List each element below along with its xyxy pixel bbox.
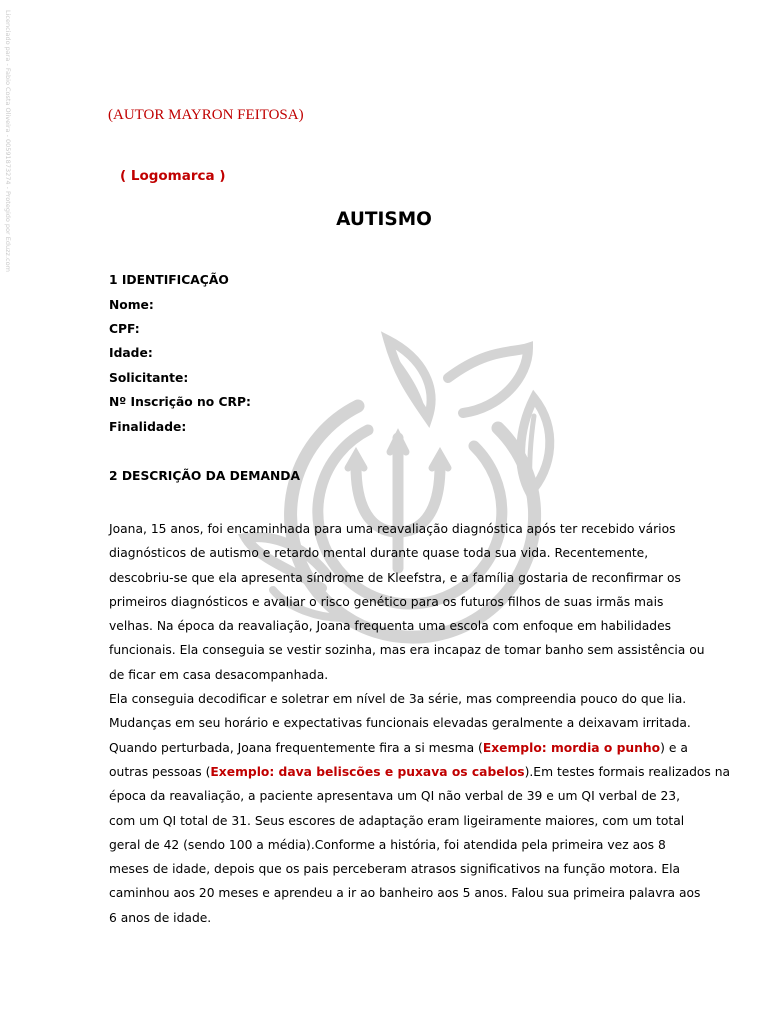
field-nome: Nome:	[109, 298, 154, 312]
paragraph-line: primeiros diagnósticos e avaliar o risco genético para os futuros filhos de suas irmãs mais	[109, 594, 664, 609]
section-heading-demanda: 2 DESCRIÇÃO DA DEMANDA	[109, 469, 301, 483]
field-finalidade: Finalidade:	[109, 420, 187, 434]
paragraph-line: descobriu-se que ela apresenta síndrome de Kleefstra, e a família gostaria de reconfirmar os	[109, 570, 681, 585]
field-cpf: CPF:	[109, 322, 140, 336]
author-line: (AUTOR MAYRON FEITOSA)	[108, 107, 304, 123]
example-highlight: Exemplo: dava beliscões e puxava os cabelos	[210, 764, 525, 779]
logomarca-placeholder: ( Logomarca )	[120, 168, 226, 184]
paragraph-line: meses de idade, depois que os pais perceberam atrasos significativos na função motora. Ela	[109, 862, 681, 877]
paragraph-line	[109, 760, 731, 784]
line-text: Quando perturbada, Joana frequentemente fira a si mesma (	[109, 740, 483, 755]
paragraph-line: Mudanças em seu horário e expectativas funcionais elevadas geralmente a deixavam irritada.	[109, 716, 691, 731]
paragraph-line: diagnósticos de autismo e retardo mental durante quase toda sua vida. Recentemente,	[109, 546, 649, 561]
paragraph-line: de ficar em casa desacompanhada.	[109, 667, 329, 682]
line-text: ).Em testes formais realizados na	[524, 764, 731, 779]
paragraph-line: Joana, 15 anos, foi encaminhada para uma reavaliação diagnóstica após ter recebido vários	[109, 522, 676, 536]
section-heading-identificacao: 1 IDENTIFICAÇÃO	[109, 273, 229, 287]
demanda-paragraph	[109, 517, 731, 930]
paragraph-line: caminhou aos 20 meses e aprendeu a ir ao banheiro aos 5 anos. Falou sua primeira palavra aos	[109, 886, 701, 901]
line-text: outras pessoas (	[109, 764, 211, 779]
paragraph-line: época da reavaliação, a paciente apresentava um QI não verbal de 39 e um QI verbal de 23,	[109, 789, 681, 804]
paragraph-line: com um QI total de 31. Seus escores de adaptação eram ligeiramente maiores, com um total	[109, 813, 685, 828]
example-highlight: Exemplo: mordia o punho	[482, 740, 661, 755]
paragraph-line: velhas. Na época da reavaliação, Joana frequenta uma escola com enfoque em habilidades	[109, 619, 672, 634]
field-idade: Idade:	[109, 346, 153, 360]
paragraph-line: 6 anos de idade.	[109, 910, 212, 925]
field-solicitante: Solicitante:	[109, 371, 189, 385]
paragraph-line	[109, 736, 688, 760]
paragraph-line: geral de 42 (sendo 100 a média).Conforme a história, foi atendida pela primeira vez aos 8	[109, 837, 666, 852]
document-title: AUTISMO	[336, 209, 432, 230]
side-watermark	[2, 6, 14, 306]
paragraph-line: funcionais. Ela conseguia se vestir sozinha, mas era incapaz de tomar banho sem assistência ou	[109, 643, 705, 658]
side-watermark-text: Licenciado para - Fabio Costa Oliveira - 00591873274 - Protegido por Eduzz.com	[4, 10, 12, 272]
paragraph-line: Ela conseguia decodificar e soletrar em nível de 3a série, mas compreendia pouco do que lia.	[109, 692, 687, 707]
line-text: ) e a	[660, 740, 688, 755]
field-inscricao-crp: Nº Inscrição no CRP:	[109, 395, 251, 409]
